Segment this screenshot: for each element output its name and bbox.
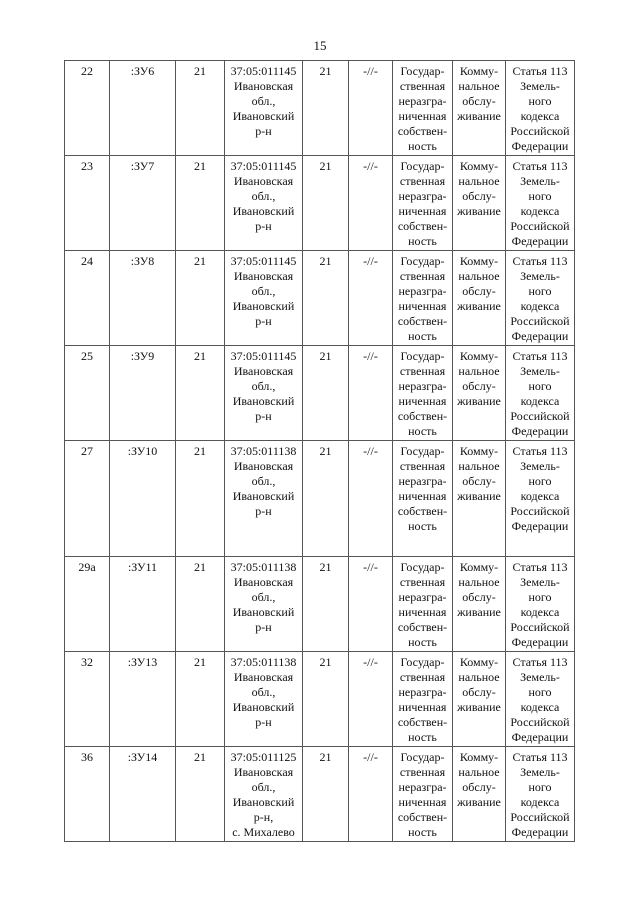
page-number: 15 [313, 38, 327, 53]
cell-value-2: 21 [303, 61, 349, 156]
cell-value-2: 21 [303, 747, 349, 842]
cell-permitted-use-line: живание [457, 605, 501, 619]
cell-ownership-line: ственная [399, 174, 446, 188]
cell-legal-basis-line: Земель- [520, 670, 560, 684]
cell-number: 27 [65, 441, 110, 557]
cell-legal-basis-line: Земель- [520, 575, 560, 589]
cell-cadastral-address-line: р-н [255, 409, 272, 423]
cell-ownership-line: ниченная [398, 109, 447, 123]
table-body [65, 61, 575, 842]
cell-permitted-use-line: нальное [458, 670, 500, 684]
cell-ditto-mark: -//- [349, 652, 393, 747]
cell-ownership-line: собствен- [397, 504, 448, 518]
cell-ownership-line: собствен- [397, 409, 448, 423]
cell-permitted-use [453, 557, 506, 652]
cell-cadastral-address-line: 37:05:011145 [230, 64, 297, 78]
cell-legal-basis-line: Федерации [511, 329, 569, 343]
cell-cadastral-address-line: Ивановская [233, 174, 294, 188]
cell-permitted-use-line: живание [457, 489, 501, 503]
cell-ownership-line: Государ- [400, 655, 445, 669]
cell-legal-basis-line: Федерации [511, 424, 569, 438]
cell-legal-basis-line: кодекса [520, 394, 560, 408]
cell-legal-basis-line: ного [528, 474, 552, 488]
cell-legal-basis-line: ного [528, 590, 552, 604]
cell-value: 21 [176, 346, 225, 441]
cell-legal-basis [506, 557, 575, 652]
cell-plot-designation: :ЗУ14 [110, 747, 176, 842]
cell-ownership-line: собствен- [397, 620, 448, 634]
cell-cadastral-address [225, 557, 303, 652]
cell-ownership-line: ность [408, 730, 437, 744]
cell-number: 24 [65, 251, 110, 346]
table-row [65, 251, 575, 346]
cell-ownership [393, 652, 453, 747]
cell-cadastral-address-line: обл., [251, 685, 276, 699]
cell-value-2: 21 [303, 156, 349, 251]
cell-cadastral-address [225, 61, 303, 156]
cell-ownership-line: Государ- [400, 560, 445, 574]
cell-value: 21 [176, 652, 225, 747]
cell-cadastral-address [225, 156, 303, 251]
cell-permitted-use-line: обслу- [462, 590, 496, 604]
cell-legal-basis [506, 61, 575, 156]
cell-permitted-use [453, 441, 506, 557]
cell-permitted-use [453, 747, 506, 842]
cell-permitted-use-line: живание [457, 204, 501, 218]
cell-ditto-mark: -//- [349, 251, 393, 346]
cell-legal-basis-line: Российской [510, 124, 570, 138]
cell-plot-designation: :ЗУ11 [110, 557, 176, 652]
cell-legal-basis-line: Статья 113 [512, 349, 568, 363]
cell-cadastral-address-line: 37:05:011145 [230, 254, 297, 268]
cell-permitted-use-line: живание [457, 394, 501, 408]
cell-ownership-line: ность [408, 424, 437, 438]
cell-cadastral-address-line: Ивановская [233, 765, 294, 779]
cell-legal-basis-line: Земель- [520, 765, 560, 779]
table-row [65, 441, 575, 557]
cell-ownership-line: ниченная [398, 394, 447, 408]
cell-permitted-use-line: обслу- [462, 685, 496, 699]
cell-cadastral-address-line: Ивановская [233, 575, 294, 589]
cell-permitted-use-line: живание [457, 299, 501, 313]
cell-value: 21 [176, 156, 225, 251]
cell-permitted-use-line: нальное [458, 269, 500, 283]
cell-cadastral-address-line: Ивановский [232, 605, 295, 619]
cell-cadastral-address-line: р-н [255, 314, 272, 328]
cell-permitted-use-line: обслу- [462, 284, 496, 298]
cell-cadastral-address [225, 747, 303, 842]
cell-permitted-use-line: обслу- [462, 379, 496, 393]
cell-cadastral-address-line: обл., [251, 590, 276, 604]
cell-legal-basis-line: ного [528, 94, 552, 108]
cell-legal-basis [506, 652, 575, 747]
table-row [65, 652, 575, 747]
cell-cadastral-address-line: Ивановский [232, 795, 295, 809]
cell-legal-basis-line: Земель- [520, 79, 560, 93]
cell-ownership [393, 156, 453, 251]
cell-cadastral-address-line: обл., [251, 379, 276, 393]
cell-cadastral-address-line: обл., [251, 780, 276, 794]
cell-ownership-line: собствен- [397, 715, 448, 729]
cell-legal-basis-line: Российской [510, 620, 570, 634]
cell-ownership-line: ность [408, 825, 437, 839]
cell-legal-basis-line: кодекса [520, 605, 560, 619]
cell-ownership-line: ственная [399, 364, 446, 378]
cell-cadastral-address-line: Ивановский [232, 700, 295, 714]
cell-cadastral-address-line: Ивановский [232, 109, 295, 123]
cell-legal-basis [506, 251, 575, 346]
cell-value-2: 21 [303, 251, 349, 346]
cell-permitted-use [453, 346, 506, 441]
cell-permitted-use [453, 251, 506, 346]
cell-ownership-line: ственная [399, 459, 446, 473]
cell-permitted-use-line: живание [457, 109, 501, 123]
cell-legal-basis-line: Земель- [520, 364, 560, 378]
land-plots-table [64, 60, 575, 842]
cell-ownership-line: Государ- [400, 159, 445, 173]
cell-ownership-line: собствен- [397, 314, 448, 328]
cell-cadastral-address-line: Ивановская [233, 79, 294, 93]
cell-cadastral-address-line: р-н [255, 715, 272, 729]
cell-legal-basis-line: Федерации [511, 635, 569, 649]
cell-permitted-use-line: Комму- [459, 655, 499, 669]
cell-ownership-line: Государ- [400, 349, 445, 363]
cell-ownership-line: ниченная [398, 299, 447, 313]
cell-ownership-line: ность [408, 234, 437, 248]
cell-permitted-use-line: Комму- [459, 254, 499, 268]
cell-legal-basis [506, 346, 575, 441]
cell-value-2: 21 [303, 441, 349, 557]
cell-legal-basis-line: Статья 113 [512, 560, 568, 574]
cell-legal-basis-line: кодекса [520, 299, 560, 313]
cell-cadastral-address-line: р-н [255, 124, 272, 138]
cell-cadastral-address [225, 441, 303, 557]
cell-cadastral-address-line: Ивановский [232, 394, 295, 408]
cell-ownership-line: собствен- [397, 219, 448, 233]
cell-legal-basis [506, 747, 575, 842]
cell-plot-designation: :ЗУ9 [110, 346, 176, 441]
table-row [65, 61, 575, 156]
cell-legal-basis-line: кодекса [520, 795, 560, 809]
cell-legal-basis-line: кодекса [520, 204, 560, 218]
cell-legal-basis-line: Федерации [511, 234, 569, 248]
cell-value: 21 [176, 251, 225, 346]
cell-ditto-mark: -//- [349, 61, 393, 156]
cell-cadastral-address-line: 37:05:011138 [230, 560, 297, 574]
cell-ownership-line: ниченная [398, 204, 447, 218]
cell-ditto-mark: -//- [349, 346, 393, 441]
cell-ownership-line: ниченная [398, 795, 447, 809]
cell-value-2: 21 [303, 652, 349, 747]
cell-value-2: 21 [303, 346, 349, 441]
cell-ownership-line: ственная [399, 670, 446, 684]
cell-cadastral-address-line: р-н, [253, 810, 274, 824]
cell-ownership-line: ниченная [398, 605, 447, 619]
cell-legal-basis-line: Федерации [511, 519, 569, 533]
cell-legal-basis-line: Российской [510, 409, 570, 423]
cell-cadastral-address-line: обл., [251, 189, 276, 203]
cell-ownership-line: ственная [399, 765, 446, 779]
cell-legal-basis [506, 156, 575, 251]
cell-legal-basis-line: ного [528, 189, 552, 203]
cell-ownership [393, 251, 453, 346]
table-row [65, 747, 575, 842]
cell-permitted-use-line: Комму- [459, 750, 499, 764]
cell-ownership-line: собствен- [397, 810, 448, 824]
cell-ownership-line: неразгра- [398, 189, 447, 203]
cell-cadastral-address-line: 37:05:011138 [230, 444, 297, 458]
cell-ownership-line: ственная [399, 79, 446, 93]
cell-permitted-use-line: Комму- [459, 560, 499, 574]
cell-plot-designation: :ЗУ13 [110, 652, 176, 747]
cell-ownership-line: Государ- [400, 64, 445, 78]
cell-legal-basis-line: кодекса [520, 109, 560, 123]
cell-ownership-line: ниченная [398, 700, 447, 714]
cell-legal-basis-line: Статья 113 [512, 655, 568, 669]
cell-ownership-line: Государ- [400, 750, 445, 764]
table-row [65, 557, 575, 652]
cell-permitted-use-line: нальное [458, 765, 500, 779]
cell-number: 29а [65, 557, 110, 652]
table-row [65, 346, 575, 441]
cell-ownership-line: Государ- [400, 254, 445, 268]
cell-legal-basis-line: Земель- [520, 459, 560, 473]
cell-permitted-use [453, 61, 506, 156]
cell-number: 32 [65, 652, 110, 747]
cell-ownership-line: ственная [399, 575, 446, 589]
cell-value: 21 [176, 61, 225, 156]
cell-cadastral-address-line: р-н [255, 504, 272, 518]
cell-legal-basis-line: Российской [510, 314, 570, 328]
cell-value: 21 [176, 441, 225, 557]
cell-cadastral-address-line: 37:05:011145 [230, 159, 297, 173]
cell-cadastral-address [225, 251, 303, 346]
cell-legal-basis-line: кодекса [520, 700, 560, 714]
cell-ownership-line: ниченная [398, 489, 447, 503]
cell-ditto-mark: -//- [349, 441, 393, 557]
cell-cadastral-address-line: Ивановский [232, 299, 295, 313]
cell-number: 22 [65, 61, 110, 156]
cell-permitted-use-line: обслу- [462, 94, 496, 108]
cell-ownership-line: ность [408, 519, 437, 533]
cell-ownership-line: ность [408, 635, 437, 649]
cell-ownership-line: неразгра- [398, 94, 447, 108]
cell-permitted-use-line: Комму- [459, 349, 499, 363]
cell-ownership-line: неразгра- [398, 284, 447, 298]
cell-cadastral-address-line: Ивановская [233, 459, 294, 473]
cell-permitted-use-line: нальное [458, 174, 500, 188]
cell-cadastral-address-line: 37:05:011145 [230, 349, 297, 363]
cell-number: 25 [65, 346, 110, 441]
cell-cadastral-address-line: Ивановский [232, 204, 295, 218]
cell-cadastral-address-line: обл., [251, 94, 276, 108]
cell-plot-designation: :ЗУ6 [110, 61, 176, 156]
cell-cadastral-address-line: р-н [255, 620, 272, 634]
cell-cadastral-address-line: 37:05:011125 [230, 750, 297, 764]
cell-legal-basis-line: Российской [510, 715, 570, 729]
cell-plot-designation: :ЗУ7 [110, 156, 176, 251]
cell-cadastral-address-line: обл., [251, 284, 276, 298]
cell-ditto-mark: -//- [349, 557, 393, 652]
cell-legal-basis-line: Статья 113 [512, 64, 568, 78]
cell-ownership-line: собствен- [397, 124, 448, 138]
cell-permitted-use-line: Комму- [459, 159, 499, 173]
cell-cadastral-address [225, 346, 303, 441]
cell-ownership [393, 61, 453, 156]
cell-legal-basis-line: ного [528, 284, 552, 298]
cell-cadastral-address-line: р-н [255, 219, 272, 233]
cell-legal-basis-line: Статья 113 [512, 159, 568, 173]
cell-ditto-mark: -//- [349, 156, 393, 251]
cell-number: 36 [65, 747, 110, 842]
cell-cadastral-address-line: Ивановский [232, 489, 295, 503]
cell-ditto-mark: -//- [349, 747, 393, 842]
cell-permitted-use-line: нальное [458, 459, 500, 473]
cell-permitted-use-line: обслу- [462, 474, 496, 488]
cell-cadastral-address-line: Ивановская [233, 670, 294, 684]
cell-cadastral-address-line: Ивановская [233, 269, 294, 283]
cell-cadastral-address [225, 652, 303, 747]
cell-legal-basis-line: кодекса [520, 489, 560, 503]
cell-permitted-use-line: нальное [458, 364, 500, 378]
cell-ownership-line: неразгра- [398, 379, 447, 393]
cell-legal-basis-line: Российской [510, 504, 570, 518]
cell-ownership-line: неразгра- [398, 780, 447, 794]
cell-permitted-use-line: Комму- [459, 64, 499, 78]
cell-permitted-use-line: обслу- [462, 189, 496, 203]
cell-ownership [393, 441, 453, 557]
cell-legal-basis-line: Российской [510, 810, 570, 824]
cell-legal-basis-line: Земель- [520, 174, 560, 188]
cell-value-2: 21 [303, 557, 349, 652]
cell-legal-basis-line: Федерации [511, 825, 569, 839]
cell-ownership [393, 346, 453, 441]
cell-cadastral-address-line: с. Михалево [232, 825, 295, 839]
cell-ownership [393, 747, 453, 842]
cell-legal-basis-line: Статья 113 [512, 444, 568, 458]
cell-permitted-use [453, 156, 506, 251]
cell-ownership-line: ность [408, 329, 437, 343]
cell-legal-basis-line: Федерации [511, 139, 569, 153]
cell-legal-basis-line: Статья 113 [512, 254, 568, 268]
cell-ownership-line: Государ- [400, 444, 445, 458]
cell-legal-basis-line: Российской [510, 219, 570, 233]
cell-permitted-use-line: обслу- [462, 780, 496, 794]
cell-value: 21 [176, 747, 225, 842]
cell-permitted-use-line: нальное [458, 79, 500, 93]
cell-ownership-line: ность [408, 139, 437, 153]
cell-permitted-use-line: Комму- [459, 444, 499, 458]
cell-ownership-line: неразгра- [398, 685, 447, 699]
cell-plot-designation: :ЗУ8 [110, 251, 176, 346]
cell-legal-basis-line: ного [528, 379, 552, 393]
cell-legal-basis-line: Земель- [520, 269, 560, 283]
cell-legal-basis-line: Статья 113 [512, 750, 568, 764]
cell-ownership-line: ственная [399, 269, 446, 283]
cell-legal-basis-line: ного [528, 780, 552, 794]
cell-legal-basis-line: Федерации [511, 730, 569, 744]
cell-value: 21 [176, 557, 225, 652]
cell-legal-basis-line: ного [528, 685, 552, 699]
cell-permitted-use-line: живание [457, 795, 501, 809]
cell-number: 23 [65, 156, 110, 251]
cell-cadastral-address-line: 37:05:011138 [230, 655, 297, 669]
cell-permitted-use-line: нальное [458, 575, 500, 589]
cell-legal-basis [506, 441, 575, 557]
cell-permitted-use [453, 652, 506, 747]
cell-ownership [393, 557, 453, 652]
cell-permitted-use-line: живание [457, 700, 501, 714]
cell-ownership-line: неразгра- [398, 474, 447, 488]
cell-cadastral-address-line: обл., [251, 474, 276, 488]
cell-plot-designation: :ЗУ10 [110, 441, 176, 557]
cell-ownership-line: неразгра- [398, 590, 447, 604]
table-row [65, 156, 575, 251]
cell-cadastral-address-line: Ивановская [233, 364, 294, 378]
